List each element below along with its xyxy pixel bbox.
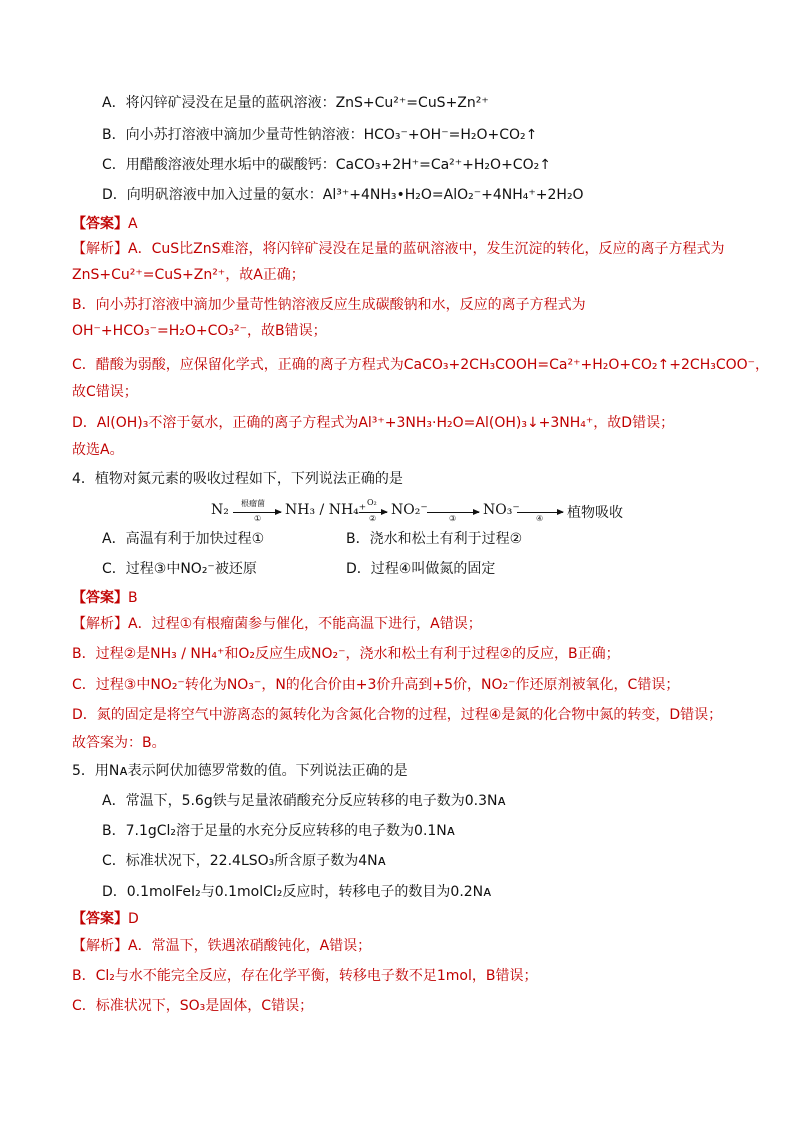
answer-value: D [128,911,139,927]
answer-label: 【答案】 [72,590,128,606]
answer-value: B [128,590,138,606]
scheme-arrow-1-bottom: ① [254,514,262,523]
scheme-arrow-4 [517,512,563,513]
q3-analysis-line: OH⁻+HCO₃⁻=H₂O+CO₃²⁻，故B错误； [72,323,327,339]
q3-option-c: C．用醋酸溶液处理水垢中的碳酸钙：CaCO₃+2H⁺=Ca²⁺+H₂O+CO₂↑ [102,157,551,173]
scheme-no3: NO₃⁻ [483,502,520,518]
q4-stem: 4．植物对氮元素的吸收过程如下，下列说法正确的是 [72,471,403,487]
q5-answer [72,910,139,928]
scheme-arrow-2-top: O₂ [367,498,377,507]
q3-option-b: B．向小苏打溶液中滴加少量苛性钠溶液：HCO₃⁻+OH⁻=H₂O+CO₂↑ [102,127,538,143]
q3-analysis-line: C．醋酸为弱酸，应保留化学式，正确的离子方程式为CaCO₃+2CH₃COOH=Ca²⁺+H₂O+CO₂↑+2CH₃COO⁻， [72,357,770,373]
scheme-arrow-3 [427,512,479,513]
q5-analysis-line: C．标准状况下，SO₃是固体，C错误； [72,998,314,1014]
q5-option-d: D．0.1molFeI₂与0.1molCl₂反应时，转移电子的数目为0.2Nᴀ [102,884,492,900]
q3-answer [72,215,138,233]
answer-label: 【答案】 [72,911,128,927]
scheme-arrow-2-bottom: ② [369,514,377,523]
scheme-end: 植物吸收 [567,505,623,521]
scheme-arrow-1 [233,512,281,513]
scheme-nh3-nh4: NH₃ / NH₄⁺ [285,502,367,518]
q3-analysis-line: 故选A。 [72,442,124,458]
q5-analysis-line: B．Cl₂与水不能完全反应，存在化学平衡，转移电子数不足1mol，B错误； [72,968,538,984]
q4-analysis-line: C．过程③中NO₂⁻转化为NO₃⁻，N的化合价由+3价升高到+5价，NO₂⁻作还原剂被氧化，C错误； [72,677,680,693]
scheme-arrow-4-bottom: ④ [536,514,544,523]
q3-analysis-line: B．向小苏打溶液中滴加少量苛性钠溶液反应生成碳酸钠和水，反应的离子方程式为 [72,297,586,313]
q3-option-d: D．向明矾溶液中加入过量的氨水：Al³⁺+4NH₃•H₂O=AlO₂⁻+4NH₄⁺+2H₂O [102,187,584,203]
q3-analysis-line: 故C错误； [72,384,138,400]
scheme-no2: NO₂⁻ [391,502,428,518]
q4-analysis-line: B．过程②是NH₃ / NH₄⁺和O₂反应生成NO₂⁻，浇水和松土有利于过程②的反应，B正确； [72,646,620,662]
q5-option-c: C．标准状况下，22.4LSO₃所含原子数为4Nᴀ [102,853,386,869]
q3-analysis-line: ZnS+Cu²⁺=CuS+Zn²⁺，故A正确； [72,267,305,283]
answer-label: 【答案】 [72,216,128,232]
q5-analysis-line: 【解析】A．常温下，铁遇浓硝酸钝化，A错误； [72,938,372,954]
q3-option-a: A．将闪锌矿浸没在足量的蓝矾溶液：ZnS+Cu²⁺=CuS+Zn²⁺ [102,95,489,111]
q4-analysis-line: D．氮的固定是将空气中游离态的氮转化为含氮化合物的过程，过程④是氮的化合物中氮的转变，D错误； [72,707,723,723]
q4-analysis-line: 故答案为：B。 [72,735,166,751]
q4-option-a: A．高温有利于加快过程① [102,531,265,547]
q5-option-a: A．常温下，5.6g铁与足量浓硝酸充分反应转移的电子数为0.3Nᴀ [102,793,506,809]
scheme-arrow-1-top: 根瘤菌 [241,499,265,508]
q3-analysis-line: D．Al(OH)₃不溶于氨水，正确的离子方程式为Al³⁺+3NH₃·H₂O=Al(OH)₃↓+3NH₄⁺，故D错误； [72,415,675,431]
q5-stem: 5．用Nᴀ表示阿伏加德罗常数的值。下列说法正确的是 [72,763,408,779]
q4-option-b: B．浇水和松土有利于过程② [346,531,523,547]
answer-value: A [128,216,138,232]
q4-answer [72,589,138,607]
q5-option-b: B．7.1gCl₂溶于足量的水充分反应转移的电子数为0.1Nᴀ [102,823,456,839]
nitrogen-cycle-scheme [211,498,631,522]
q3-analysis-line: 【解析】A．CuS比ZnS难溶，将闪锌矿浸没在足量的蓝矾溶液中，发生沉淀的转化，反应的离子方程式为 [72,241,725,257]
q4-option-c: C．过程③中NO₂⁻被还原 [102,561,257,577]
scheme-arrow-2 [359,512,387,513]
q4-option-d: D．过程④叫做氮的固定 [346,561,496,577]
q4-analysis-line: 【解析】A．过程①有根瘤菌参与催化，不能高温下进行，A错误； [72,616,482,632]
scheme-arrow-3-bottom: ③ [449,514,457,523]
scheme-n2: N₂ [211,502,229,518]
